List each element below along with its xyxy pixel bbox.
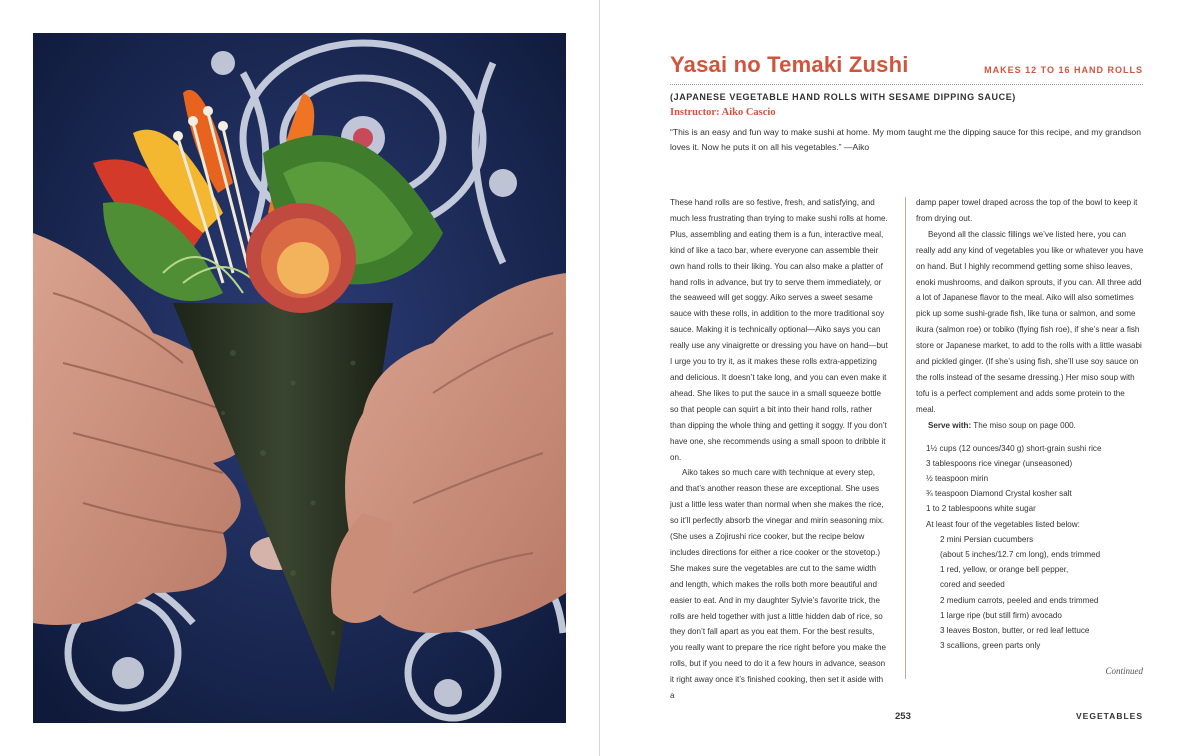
serve-with-text: The miso soup on page 000. [971, 420, 1076, 430]
right-page [600, 0, 1200, 756]
ingredient-item: 1½ cups (12 ounces/340 g) short-grain sushi rice [926, 443, 1102, 453]
serve-with-label: Serve with: [928, 420, 972, 430]
recipe-subtitle: (JAPANESE VEGETABLE HAND ROLLS WITH SESAME DIPPING SAUCE) [670, 92, 1016, 102]
ingredient-item: At least four of the vegetables listed below: [926, 519, 1080, 529]
ingredient-list [916, 441, 1146, 654]
title-divider [670, 84, 1143, 85]
headnote-paragraph: Aiko takes so much care with technique at every step, and that’s another reason these are exceptional. She uses just a little less water than normal when she makes the rice, so it’ll perfectly absorb the vinegar and mirin seasoning mix. (She uses a Zojirushi rice cooker, but the recipe below includes directions for either a rice cooker or the stovetop.) She makes sure the vegetables are cut to the same width and length, which makes the rolls both more beautiful and easier to eat. And in my daughter Sylvie’s favorite trick, the rolls are held together with just a little hidden dab of rice, so they don’t fall apart as you eat them. For the best results, you really want to prepare the rice right before you make the rolls, but if you need to do it a few hours in advance, season it right away once it’s finished cooking, then set it aside with a [670, 468, 886, 701]
ingredient-note: cored and seeded [940, 580, 1005, 590]
recipe-yield: MAKES 12 TO 16 HAND ROLLS [984, 65, 1143, 75]
ingredient-item: 1 to 2 tablespoons white sugar [926, 504, 1036, 514]
ingredient-item: ¾ teaspoon Diamond Crystal kosher salt [926, 489, 1072, 499]
ingredient-subitem: 3 scallions, green parts only [940, 641, 1041, 651]
continued-note: Continued [1105, 666, 1143, 676]
ingredient-subitem: 1 red, yellow, or orange bell pepper, [940, 565, 1069, 575]
headnote-column-left [670, 195, 888, 704]
headnote-paragraph: damp paper towel draped across the top of the bowl to keep it from drying out. [916, 198, 1138, 223]
headnote-column-right [916, 195, 1146, 653]
column-divider [905, 197, 906, 679]
ingredient-item: ½ teaspoon mirin [926, 474, 989, 483]
ingredient-subitem: 2 medium carrots, peeled and ends trimmed [940, 595, 1099, 605]
hand-roll-photo [33, 33, 566, 723]
headnote-paragraph: Beyond all the classic fillings we’ve listed here, you can really add any kind of vegetables you like or whatever you have on hand. But I highly recommend getting some shiso leaves, enoki mushrooms, and daikon sprouts, if you can. All three add a lot of Japanese flavor to the meal. Aiko will also sometimes pick up some sushi-grade fish, like tuna or salmon, and some ikura (salmon roe) or tobiko (flying fish roe), if she’s near a fish store or Japanese market, to add to the rolls with a little wasabi and pickled ginger. (If she’s using fish, she’ll use soy sauce on the rolls instead of the sesame dressing.) Her miso soup with tofu is a perfect complement and adds some protein to the meal. [916, 229, 1144, 414]
recipe-instructor: Instructor: Aiko Cascio [670, 107, 776, 118]
recipe-title: Yasai no Temaki Zushi [670, 52, 909, 77]
section-label: VEGETABLES [1076, 711, 1143, 721]
serve-with [916, 418, 1146, 434]
page-number: 253 [895, 711, 911, 722]
hand-roll-illustration [33, 33, 566, 723]
ingredient-note: (about 5 inches/12.7 cm long), ends trimmed [940, 550, 1101, 560]
headnote-paragraph: These hand rolls are so festive, fresh, and satisfying, and much less frustrating than trying to make sushi rolls at home. Plus, assembling and eating them is a fun, interactive meal, kind of like a taco bar, where everyone can assemble their own hand rolls to their liking. You can also make a platter of hand rolls in advance, but try to serve them immediately, or the seaweed will get soggy. Aiko serves a sweet sesame sauce with these rolls, in addition to the more traditional soy sauce. Making it is technically optional—Aiko says you can really use any vinaigrette or dressing you have on hand—but I urge you to try it, as it makes these rolls extra-appetizing and delicious. It doesn’t take long, and you can even make it ahead. She likes to put the sauce in a small squeeze bottle so that people can squirt a bit into their hand rolls, rather than dipping the whole thing and getting it soggy. If you don’t have one, she recommends using a small spoon to dribble it on. [670, 198, 888, 462]
instructor-quote: “This is an easy and fun way to make sushi at home. My mom taught me the dipping sauce for this recipe, and my grandson loves it. Now he puts it on all his vegetables.” —Aiko [670, 127, 1141, 152]
ingredient-subitem: 2 mini Persian cucumbers [940, 534, 1034, 544]
ingredient-item: 3 tablespoons rice vinegar (unseasoned) [926, 458, 1073, 468]
ingredient-subitem: 1 large ripe (but still firm) avocado [940, 610, 1062, 620]
ingredient-subitem: 3 leaves Boston, butter, or red leaf lettuce [940, 626, 1090, 636]
